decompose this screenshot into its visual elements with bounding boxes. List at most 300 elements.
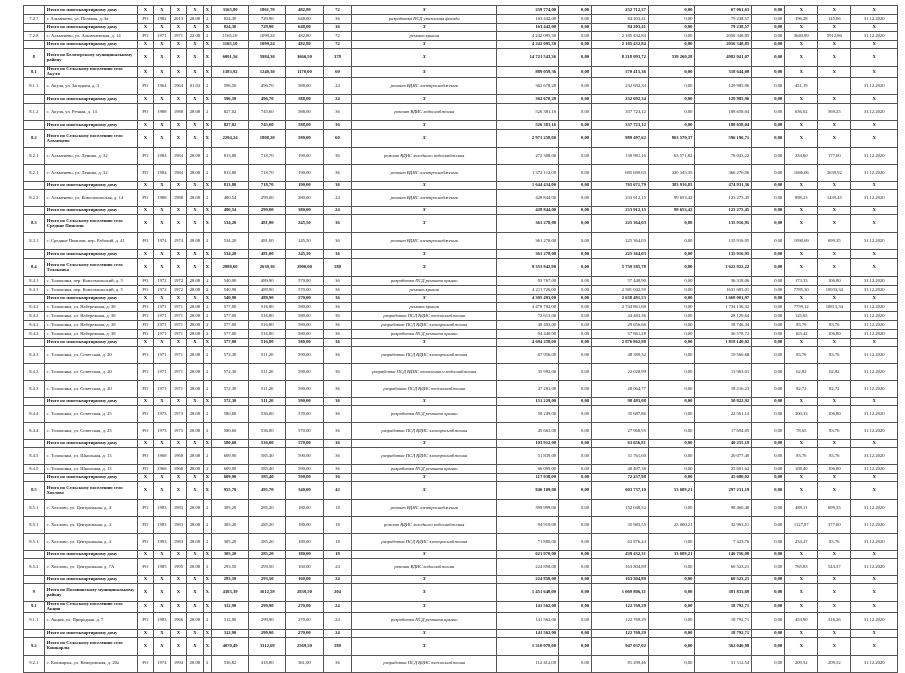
year-built-cell: 1971 [154,321,171,330]
year-last-repair-cell: 1971 [170,312,187,321]
federal-fund-cell: 0,00 [559,215,592,233]
work-type-cell: разработка ПСД ремонта крыши [352,406,497,423]
total-cost-cell: 103 912,00 [497,440,559,448]
year-built-cell: X [154,215,171,233]
limit-unit-cost-cell: 83,76 [818,534,851,551]
subtotal-row [24,215,898,233]
unit-cost-cell: 83,76 [785,347,818,364]
address-cell: Итого по многоквартирному дому [44,250,137,259]
table-row [24,165,898,182]
year-last-repair-cell: 1984 [170,165,187,182]
table-row [24,15,898,24]
unit-cost-cell: 7759,12 [785,303,818,312]
wall-material-cell: 28.08 [187,165,204,182]
total-area-cell: 1165,10 [211,41,248,49]
other-fund-cell: 0,00 [752,321,785,330]
residential-area-cell: 293,50 [249,576,286,584]
residential-area-cell: 1099,24 [249,41,286,49]
federal-fund-cell: 0,00 [559,584,592,602]
deadline-cell: 31.12.2020 [851,534,898,551]
unit-cost-cell: X [785,551,818,559]
federal-fund-cell: 0,00 [559,448,592,465]
wall-material-cell: 28.08 [187,612,204,629]
floor-count-cell: X [203,121,211,130]
floor-count-cell: 2 [203,104,211,121]
local-fund-cell: 0,00 [648,534,694,551]
total-area-cell: 480,54 [211,190,248,207]
year-last-repair-cell: 1988 [170,190,187,207]
wall-material-cell: X [187,474,204,482]
regional-fund-cell: 81 299,46 [592,655,649,672]
year-last-repair-cell: X [170,629,187,637]
address-cell: с. Толоконка, ул. Советская, д. 20 [44,347,137,364]
resident-count-cell: 36 [323,339,352,347]
local-fund-cell: 0,00 [648,321,694,330]
total-area-cell: 2880,60 [211,259,248,277]
total-area-cell: 955,70 [211,482,248,500]
subtotal-row [24,182,898,190]
limit-unit-cost-cell: 83,76 [818,448,851,465]
wall-material-cell: X [187,629,204,637]
repair-method-cell: X [137,130,154,148]
repair-method-cell: РО [137,381,154,398]
owner-fund-cell: 18 792,71 [695,629,752,637]
year-last-repair-cell: 1972 [170,277,187,286]
local-fund-cell: 0,00 [648,41,694,49]
work-type-cell: ремонт крыши [352,32,497,41]
repair-method-cell: РО [137,517,154,534]
federal-fund-cell: 0,00 [559,95,592,104]
residential-area-cell: 585,40 [249,465,286,474]
total-cost-cell: 93 767,00 [497,277,559,286]
floor-count-cell: 2 [203,612,211,629]
floor-count-cell: X [203,576,211,584]
roof-area-cell: 380,00 [286,190,323,207]
floor-count-cell: 2 [203,559,211,576]
limit-unit-cost-cell: 106,80 [818,330,851,339]
local-fund-cell: 0,00 [648,406,694,423]
roof-area-cell: 270,00 [286,629,323,637]
resident-count-cell: 72 [323,6,352,15]
row-number-cell: 9.1 [24,602,45,613]
total-area-cell: 293,50 [211,576,248,584]
address-cell: Итого по многоквартирному дому [44,576,137,584]
residential-area-cell: 293,50 [249,559,286,576]
wall-material-cell: X [187,49,204,67]
repair-method-cell: РО [137,32,154,41]
year-built-cell: 1984 [154,165,171,182]
owner-fund-cell: 2056 348,85 [695,41,752,49]
residential-area-cell: 299,90 [249,602,286,613]
regional-fund-cell: 685 690,63 [592,165,649,182]
total-area-cell: 827,02 [211,121,248,130]
owner-fund-cell: 1631 683,01 [695,286,752,295]
subtotal-row [24,474,898,482]
federal-fund-cell: 0,00 [559,15,592,24]
subtotal-row [24,576,898,584]
total-area-cell: 312,90 [211,612,248,629]
total-area-cell: 2294,24 [211,130,248,148]
work-type-cell: X [352,130,497,148]
regional-fund-cell: 233 912,15 [592,190,649,207]
resident-count-cell: 36 [323,121,352,130]
total-cost-cell: 94 440,00 [497,330,559,339]
deadline-cell: 31.12.2020 [851,330,898,339]
work-type-cell: разработка ПСД ремонта крыши [352,612,497,629]
federal-fund-cell: 0,00 [559,364,592,381]
repair-method-cell: РО [137,500,154,517]
total-area-cell: 813,80 [211,148,248,165]
regional-fund-cell: 122 769,29 [592,602,649,613]
residential-area-cell: 718,70 [249,182,286,190]
total-area-cell: 1383,92 [211,67,248,78]
total-area-cell: 534,20 [211,250,248,259]
roof-area-cell: 270,00 [286,602,323,613]
regional-fund-cell: 337 723,12 [592,104,649,121]
roof-area-cell: 580,00 [286,130,323,148]
unit-cost-cell: 489,11 [785,500,818,517]
residential-area-cell: 511,20 [249,347,286,364]
federal-fund-cell: 0,00 [559,465,592,474]
roof-area-cell: 180,00 [286,517,323,534]
roof-area-cell: 1170,00 [286,67,323,78]
table-row [24,32,898,41]
deadline-cell: 31.12.2020 [851,15,898,24]
wall-material-cell: 28.08 [187,465,204,474]
work-type-cell: X [352,576,497,584]
resident-count-cell: 60 [323,67,352,78]
limit-unit-cost-cell: X [818,24,851,32]
subtotal-row [24,584,898,602]
regional-fund-cell: 225 364,03 [592,250,649,259]
work-type-cell: X [352,6,497,15]
address-cell: Итого по многоквартирному дому [44,41,137,49]
year-last-repair-cell: 1973 [170,406,187,423]
total-area-cell: 577,00 [211,321,248,330]
floor-count-cell: 2 [203,190,211,207]
total-area-cell: 6091,56 [211,49,248,67]
residential-area-cell: 729,90 [249,24,286,32]
wall-material-cell: 28.08 [187,148,204,165]
residential-area-cell: 585,40 [249,474,286,482]
local-fund-cell: 99 653,42 [648,207,694,215]
subtotal-row [24,95,898,104]
owner-fund-cell: 28 129,64 [695,312,752,321]
resident-count-cell: 18 [323,551,352,559]
row-number-cell: 8.5.1 [24,534,45,551]
unit-cost-cell: 100,33 [785,406,818,423]
table-row [24,534,898,551]
total-cost-cell: 224 858,00 [497,559,559,576]
work-type-cell: X [352,49,497,67]
deadline-cell: X [851,629,898,637]
roof-area-cell: 190,00 [286,182,323,190]
wall-material-cell: 28.08 [187,15,204,24]
wall-material-cell: X [187,215,204,233]
year-built-cell: 1983 [154,517,171,534]
year-built-cell: X [154,49,171,67]
repair-method-cell: X [137,182,154,190]
local-fund-cell: 863 570,37 [648,130,694,148]
floor-count-cell: 2 [203,381,211,398]
total-area-cell: 305,20 [211,534,248,551]
resident-count-cell: 36 [323,250,352,259]
address-cell: с. Хохлово, ул. Центральная, д. 7А [44,559,137,576]
regional-fund-cell: 2 185 432,84 [592,32,649,41]
other-fund-cell: 0,00 [752,95,785,104]
resident-count-cell: 36 [323,233,352,250]
resident-count-cell: 36 [323,15,352,24]
limit-unit-cost-cell: 82,72 [818,381,851,398]
other-fund-cell: 0,00 [752,637,785,655]
address-cell: с. Толоконка, ул. Набережная, д. 38 [44,303,137,312]
floor-count-cell: 2 [203,286,211,295]
address-cell: Итого по многоквартирному дому [44,339,137,347]
year-last-repair-cell: 2013 [170,15,187,24]
residential-area-cell: 489,90 [249,277,286,286]
repair-method-cell: X [137,551,154,559]
residential-area-cell: 1240,30 [249,67,286,78]
floor-count-cell: X [203,215,211,233]
total-area-cell: 4383,39 [211,584,248,602]
federal-fund-cell: 0,00 [559,130,592,148]
floor-count-cell: 2 [203,534,211,551]
repair-method-cell: РО [137,312,154,321]
deadline-cell: X [851,130,898,148]
federal-fund-cell: 0,00 [559,551,592,559]
limit-unit-cost-cell: 543,37 [818,559,851,576]
other-fund-cell: 0,00 [752,215,785,233]
address-cell: Итого по Белозерскому муниципальному району [44,49,137,67]
subtotal-row [24,339,898,347]
total-cost-cell: 51 839,00 [497,448,559,465]
resident-count-cell: 18 [323,517,352,534]
floor-count-cell: 2 [203,277,211,286]
owner-fund-cell: 123 275,45 [695,190,752,207]
address-cell: с. Альменево, ул. Ленина, д. 32 [44,148,137,165]
owner-fund-cell: 18 792,71 [695,612,752,629]
address-cell: с. Толоконка, пер. Комсомольский, д. 5 [44,286,137,295]
unit-cost-cell: 656,02 [785,104,818,121]
deadline-cell: X [851,259,898,277]
total-cost-cell: 58 249,00 [497,406,559,423]
wall-material-cell: 28.08 [187,303,204,312]
work-type-cell: разработка ПСД ВДИС теплоснабжения [352,381,497,398]
address-cell: Итого по многоквартирному дому [44,6,137,15]
residential-area-cell: 481,00 [249,233,286,250]
total-cost-cell: 141 562,00 [497,602,559,613]
address-cell: Итого по многоквартирному дому [44,95,137,104]
address-cell: Итого по Сельскому поселению село Акция [44,602,137,613]
other-fund-cell: 0,00 [752,448,785,465]
year-built-cell: X [154,182,171,190]
total-area-cell: 577,00 [211,303,248,312]
roof-area-cell: 190,00 [286,148,323,165]
roof-area-cell: 590,00 [286,347,323,364]
year-built-cell: X [154,95,171,104]
federal-fund-cell: 0,00 [559,286,592,295]
wall-material-cell: X [187,121,204,130]
limit-unit-cost-cell: X [818,67,851,78]
limit-unit-cost-cell: 209,52 [818,655,851,672]
repair-method-cell: X [137,602,154,613]
local-fund-cell: 383 916,85 [648,182,694,190]
owner-fund-cell: 129 985,96 [695,95,752,104]
floor-count-cell: 2 [203,330,211,339]
resident-count-cell: 36 [323,277,352,286]
resident-count-cell: 36 [323,215,352,233]
total-cost-cell: 163 442,00 [497,24,559,32]
address-cell: Итого по Сельскому поселению село Хохлово [44,482,137,500]
work-type-cell: X [352,482,497,500]
deadline-cell: 31.12.2020 [851,406,898,423]
limit-unit-cost-cell: 1439,45 [818,190,851,207]
limit-unit-cost-cell: X [818,207,851,215]
wall-material-cell: X [187,207,204,215]
row-number-cell: 8.4.5 [24,465,45,474]
year-last-repair-cell: 1971 [170,303,187,312]
regional-fund-cell: 2 638 491,53 [592,295,649,303]
deadline-cell: 31.12.2020 [851,165,898,182]
roof-area-cell: 160,00 [286,559,323,576]
federal-fund-cell: 0,00 [559,207,592,215]
other-fund-cell: 0,00 [752,423,785,440]
total-cost-cell: 4 242 095,30 [497,32,559,41]
regional-fund-cell: 765 671,79 [592,182,649,190]
limit-unit-cost-cell: X [818,95,851,104]
local-fund-cell: 0,00 [648,330,694,339]
regional-fund-cell: 31 761,60 [592,448,649,465]
owner-fund-cell: 366 276,06 [695,165,752,182]
row-number-cell [24,41,45,49]
unit-cost-cell: 453,90 [785,612,818,629]
regional-fund-cell: 2 744 861,68 [592,303,649,312]
table-row [24,312,898,321]
limit-unit-cost-cell: X [818,295,851,303]
other-fund-cell: 0,00 [752,104,785,121]
repair-method-cell: РО [137,15,154,24]
address-cell: Итого по Сельскому поселению село Акуля [44,67,137,78]
table-row [24,448,898,465]
residential-area-cell: 745,60 [249,121,286,130]
total-area-cell: 580,60 [211,440,248,448]
address-cell: с. Акция, ул. Природная, д. 7 [44,612,137,629]
year-built-cell: X [154,440,171,448]
roof-area-cell: 580,00 [286,303,323,312]
year-last-repair-cell: X [170,482,187,500]
regional-fund-cell: 947 037,02 [592,637,649,655]
floor-count-cell: X [203,551,211,559]
federal-fund-cell: 0,00 [559,78,592,95]
work-type-cell: ремонт ВДИС электроснабжения [352,165,497,182]
deadline-cell: 31.12.2020 [851,423,898,440]
floor-count-cell: 2 [203,15,211,24]
repair-method-cell: X [137,67,154,78]
address-cell: с. Толоконка, ул. Советская, д. 25 [44,406,137,423]
year-built-cell: 1974 [154,233,171,250]
limit-unit-cost-cell: 569,25 [818,104,851,121]
federal-fund-cell: 0,00 [559,629,592,637]
repair-method-cell: РО [137,364,154,381]
resident-count-cell: 36 [323,381,352,398]
limit-unit-cost-cell: 83,76 [818,347,851,364]
other-fund-cell: 0,00 [752,32,785,41]
local-fund-cell: 0,00 [648,423,694,440]
work-type-cell: X [352,259,497,277]
residential-area-cell: 511,20 [249,398,286,406]
total-cost-cell: 846 109,00 [497,482,559,500]
deadline-cell: 31.12.2020 [851,148,898,165]
federal-fund-cell: 0,00 [559,165,592,182]
federal-fund-cell: 0,00 [559,534,592,551]
limit-unit-cost-cell: 699,35 [818,233,851,250]
regional-fund-cell: 27 968,95 [592,423,649,440]
unit-cost-cell: 3640,89 [785,32,818,41]
regional-fund-cell: 122 769,29 [592,629,649,637]
year-last-repair-cell: X [170,6,187,15]
regional-fund-cell: 232 712,37 [592,6,649,15]
owner-fund-cell: 123 275,45 [695,207,752,215]
resident-count-cell: 72 [323,41,352,49]
regional-fund-cell: 35 983,55 [592,517,649,534]
regional-fund-cell: 603 737,10 [592,482,649,500]
work-type-cell: X [352,637,497,655]
row-number-cell: 9 [24,584,45,602]
limit-unit-cost-cell: 106,80 [818,406,851,423]
wall-material-cell: X [187,130,204,148]
total-cost-cell: 361 278,00 [497,250,559,259]
year-last-repair-cell: 1983 [170,534,187,551]
resident-count-cell: 18 [323,534,352,551]
roof-area-cell: 180,00 [286,534,323,551]
deadline-cell: 31.12.2020 [851,233,898,250]
unit-cost-cell: X [785,339,818,347]
work-type-cell: X [352,207,497,215]
address-cell: с. Толоконка, ул. Школьная, д. 13 [44,465,137,474]
year-last-repair-cell: X [170,584,187,602]
row-number-cell: 8.5.1 [24,517,45,534]
total-area-cell: 534,20 [211,233,248,250]
floor-count-cell: X [203,482,211,500]
owner-fund-cell: 318 644,00 [695,67,752,78]
total-area-cell: 572,30 [211,398,248,406]
owner-fund-cell: 17 694,05 [695,423,752,440]
year-built-cell: 1971 [154,312,171,321]
roof-area-cell: 590,00 [286,398,323,406]
wall-material-cell: X [187,584,204,602]
floor-count-cell: X [203,67,211,78]
total-area-cell: 536,82 [211,655,248,672]
address-cell: с. Кошкарлы, ул. Кемеровская, д. 20а [44,655,137,672]
regional-fund-cell: 2 185 432,84 [592,41,649,49]
floor-count-cell: X [203,474,211,482]
wall-material-cell: X [187,95,204,104]
deadline-cell: X [851,440,898,448]
table-row [24,655,898,672]
wall-material-cell: 28.08 [187,559,204,576]
repair-method-cell: X [137,259,154,277]
row-number-cell: 8.4.3 [24,381,45,398]
federal-fund-cell: 0,00 [559,637,592,655]
local-fund-cell: 0,00 [648,121,694,130]
year-built-cell: 1972 [154,277,171,286]
unit-cost-cell: X [785,584,818,602]
wall-material-cell: 28.08 [187,655,204,672]
row-number-cell: 8.5.1 [24,500,45,517]
unit-cost-cell: 173,33 [785,277,818,286]
deadline-cell: 31.12.2020 [851,347,898,364]
regional-fund-cell: 2 581 042,59 [592,286,649,295]
